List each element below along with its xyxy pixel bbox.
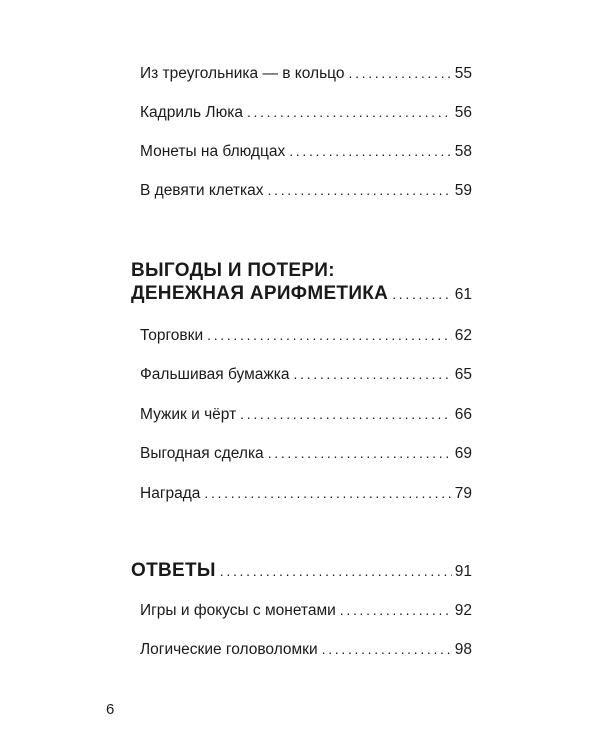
toc-entry — [140, 600, 472, 621]
toc-entry-page: 92 — [454, 602, 472, 619]
section-heading-title: ОТВЕТЫ — [131, 560, 216, 581]
leader-dots — [340, 600, 452, 620]
toc-entry-page: 58 — [454, 143, 472, 160]
toc-entry — [140, 325, 472, 346]
page-number: 6 — [106, 701, 115, 718]
toc-entry-page: 56 — [454, 104, 472, 121]
toc-entry-title: Монеты на блюдцах — [140, 143, 286, 160]
toc-entry-title: Торговки — [140, 327, 204, 344]
toc-entry-page: 79 — [454, 485, 472, 502]
leader-dots — [268, 180, 452, 200]
toc-entry — [140, 639, 472, 660]
toc-entry-title: Логические головоломки — [140, 641, 318, 658]
toc-entry-title: Награда — [140, 485, 201, 502]
leader-dots — [204, 483, 451, 503]
toc-entry-title: Кадриль Люка — [140, 104, 243, 121]
toc-entry — [140, 63, 472, 84]
toc-entry — [140, 404, 472, 425]
leader-dots — [348, 63, 451, 83]
section-heading-page: 61 — [454, 286, 472, 303]
toc-entry-title: Игры и фокусы с монетами — [140, 602, 336, 619]
toc-entry-page: 69 — [454, 445, 472, 462]
toc-entry-page: 59 — [454, 182, 472, 199]
toc-entry — [140, 102, 472, 123]
toc-entry-title: Фальшивая бумажка — [140, 366, 290, 383]
toc-entry-title: В девяти клетках — [140, 182, 264, 199]
leader-dots — [247, 102, 452, 122]
toc-entry-page: 66 — [454, 406, 472, 423]
toc-entry — [140, 364, 472, 385]
section-heading-page: 91 — [454, 563, 472, 580]
toc-entry-title: Мужик и чёрт — [140, 406, 237, 423]
toc-section-heading — [131, 284, 472, 305]
section-heading-title: ДЕНЕЖНАЯ АРИФМЕТИКА — [131, 283, 389, 304]
toc-entry-page: 65 — [454, 366, 472, 383]
toc-entry-title: Выгодная сделка — [140, 445, 264, 462]
leader-dots — [294, 364, 452, 384]
toc-entry-page: 62 — [454, 327, 472, 344]
leader-dots — [207, 325, 452, 345]
toc-entry — [140, 443, 472, 464]
leader-dots — [392, 284, 452, 304]
section-heading-line1: ВЫГОДЫ И ПОТЕРИ: — [131, 260, 335, 281]
toc-section-heading — [131, 561, 472, 582]
toc-entry-page: 98 — [454, 641, 472, 658]
leader-dots — [289, 141, 452, 161]
toc-entry — [140, 180, 472, 201]
toc-entry — [140, 483, 472, 504]
leader-dots — [220, 561, 452, 581]
toc-entry-title: Из треугольника — в кольцо — [140, 65, 345, 82]
leader-dots — [240, 404, 452, 424]
leader-dots — [322, 639, 452, 659]
toc-entry-page: 55 — [454, 65, 472, 82]
toc-entry — [140, 141, 472, 162]
leader-dots — [268, 443, 452, 463]
